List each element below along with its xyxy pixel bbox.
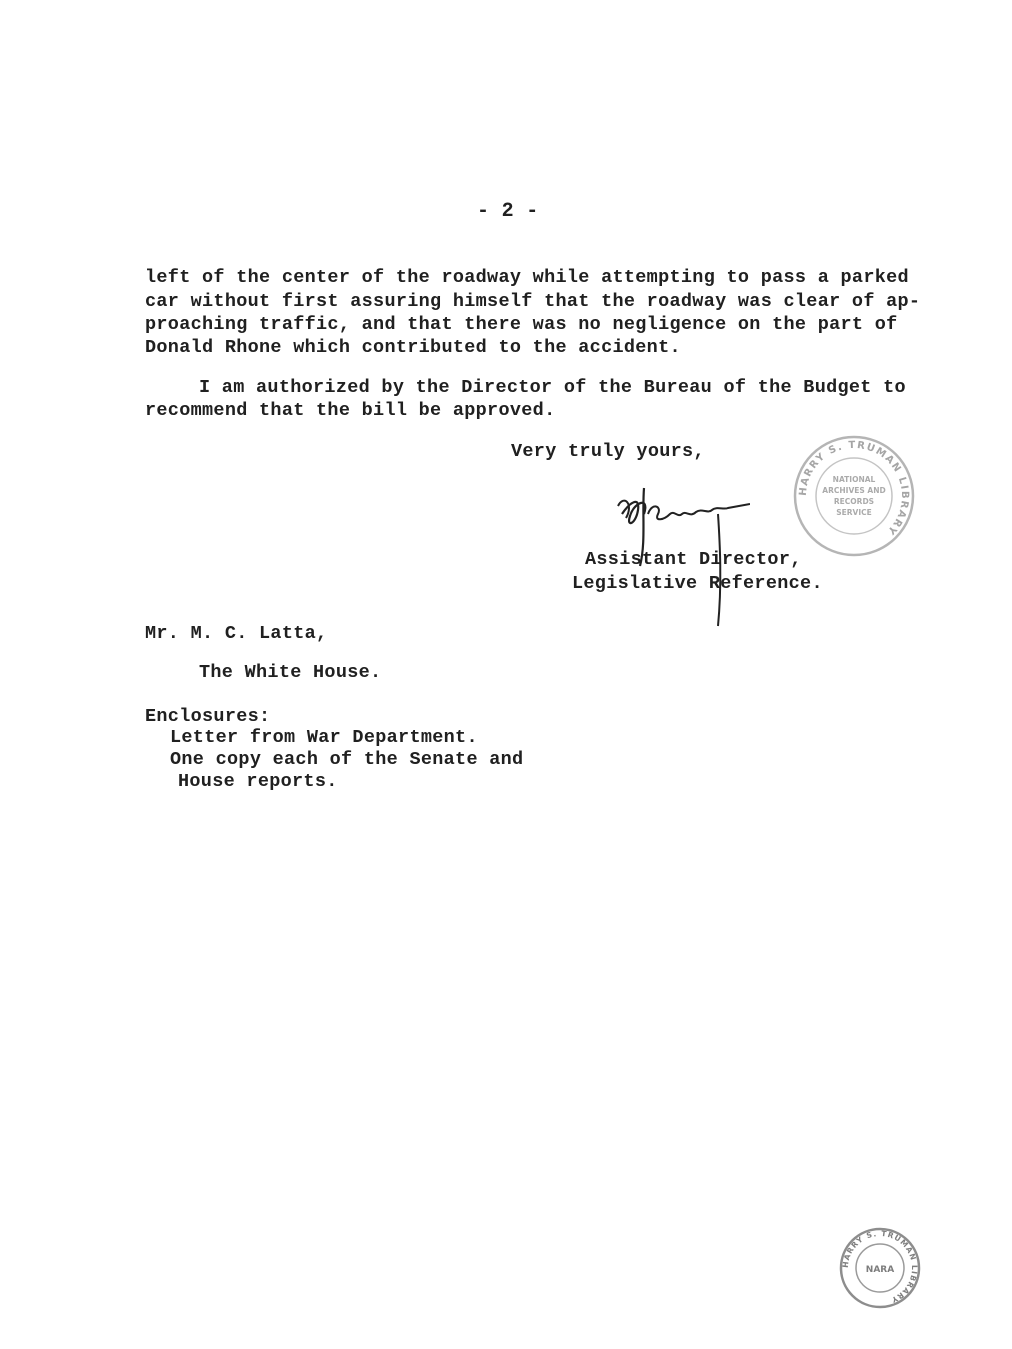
paragraph2-line2: recommend that the bill be approved. [145,400,556,421]
enclosures-heading: Enclosures: [145,706,271,727]
enclosure-item-2: One copy each of the Senate and [170,749,524,770]
addressee: Mr. M. C. Latta, [145,623,328,644]
upper-stamp-line2: ARCHIVES AND [822,486,886,495]
enclosure-item-1: Letter from War Department. [170,727,478,748]
paragraph1-line2: car without first assuring himself that the roadway was clear of ap- [145,291,921,312]
upper-stamp-line3: RECORDS [833,497,875,506]
paragraph1-line1: left of the center of the roadway while attempting to pass a parked [145,267,909,288]
upper-stamp-line4: SERVICE [836,508,872,517]
upper-stamp-ring-text: HARRY S. TRUMAN LIBRARY [797,439,911,538]
upper-stamp-line1: NATIONAL [832,475,876,484]
nara-stamp [838,1226,922,1310]
paragraph1-line3: proaching traffic, and that there was no negligence on the part of [145,314,898,335]
signatory-title-line2: Legislative Reference. [572,573,823,594]
lower-stamp-center: NARA [865,1265,895,1275]
closing: Very truly yours, [511,441,705,462]
page-number: - 2 - [477,200,539,223]
signatory-title-line1: Assistant Director, [585,549,802,570]
truman-library-stamp [792,434,916,558]
addressee-location: The White House. [199,662,382,683]
lower-stamp-ring-text: HARRY S. TRUMAN LIBRARY [840,1228,920,1305]
enclosure-item-3: House reports. [178,771,338,792]
paragraph2-line1: I am authorized by the Director of the Bureau of the Budget to [199,377,906,398]
paragraph1-line4: Donald Rhone which contributed to the accident. [145,337,681,358]
